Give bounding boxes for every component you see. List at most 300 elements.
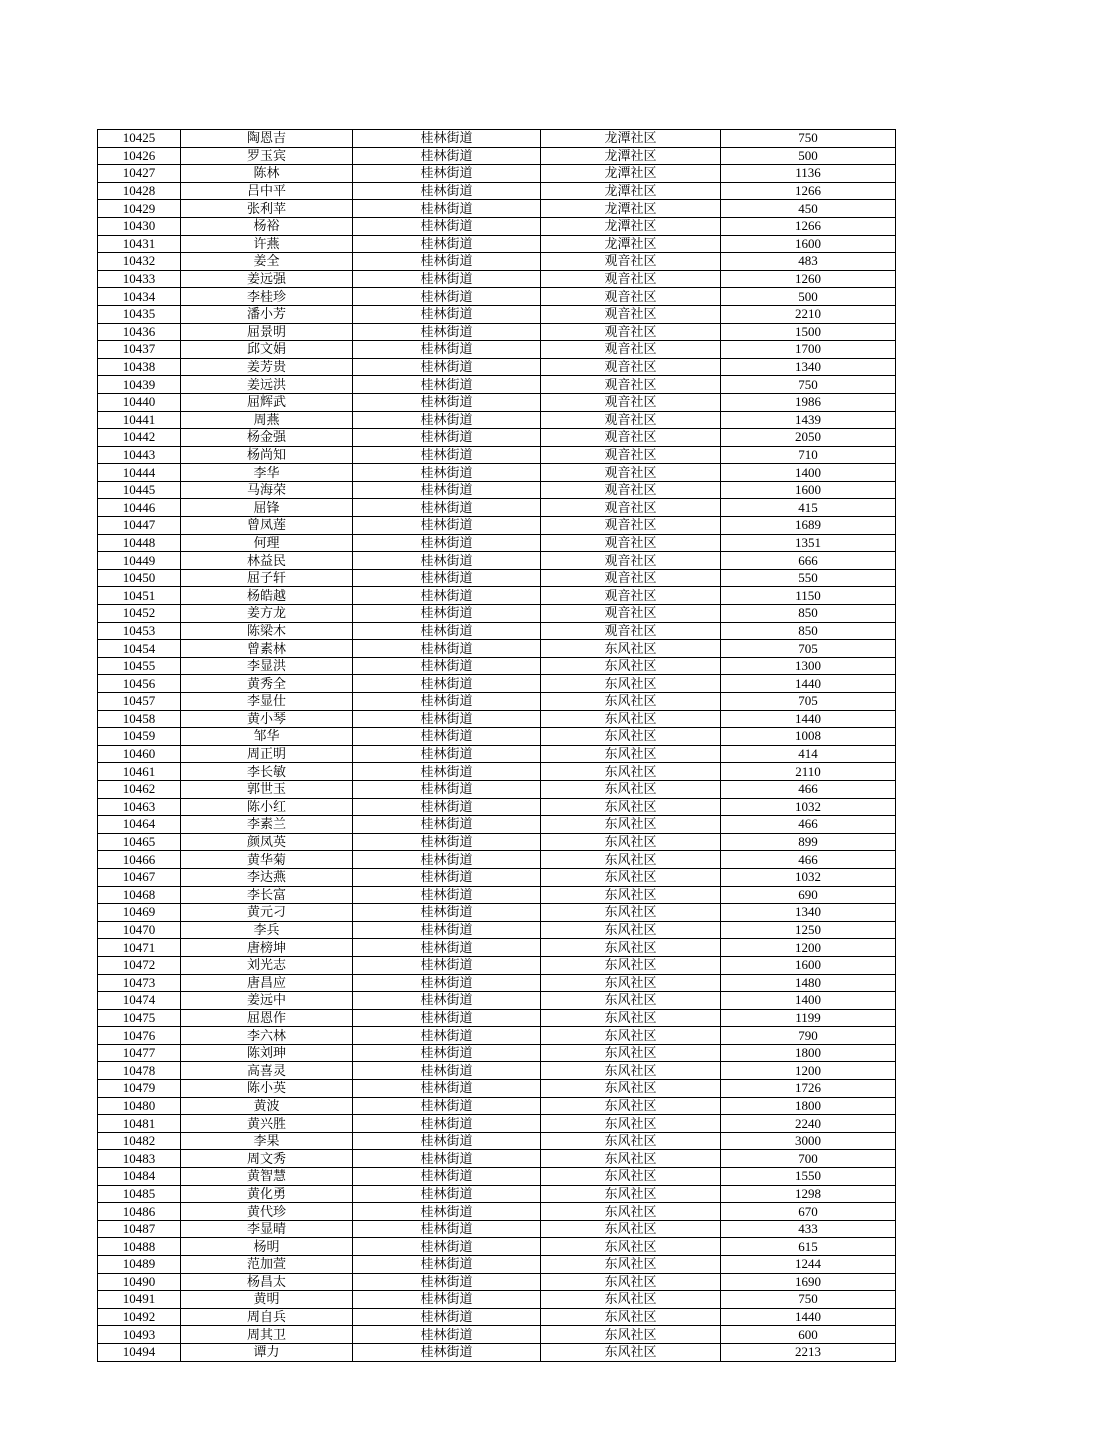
name-cell: 邹华 [181, 728, 353, 746]
id-cell: 10437 [98, 341, 181, 359]
id-cell: 10484 [98, 1168, 181, 1186]
id-cell: 10478 [98, 1062, 181, 1080]
id-cell: 10463 [98, 798, 181, 816]
table-row [98, 358, 896, 376]
table-row [98, 1256, 896, 1274]
amount-cell: 414 [721, 745, 896, 763]
amount-cell: 1690 [721, 1273, 896, 1291]
name-cell: 屈锋 [181, 499, 353, 517]
amount-cell: 615 [721, 1238, 896, 1256]
table-row [98, 165, 896, 183]
community-cell: 东风社区 [541, 1027, 721, 1045]
amount-cell: 705 [721, 640, 896, 658]
id-cell: 10433 [98, 270, 181, 288]
name-cell: 曾素林 [181, 640, 353, 658]
community-cell: 东风社区 [541, 921, 721, 939]
community-cell: 观音社区 [541, 253, 721, 271]
table-row [98, 147, 896, 165]
amount-cell: 1351 [721, 534, 896, 552]
community-cell: 观音社区 [541, 534, 721, 552]
community-cell: 东风社区 [541, 904, 721, 922]
table-row [98, 341, 896, 359]
id-cell: 10428 [98, 182, 181, 200]
street-cell: 桂林街道 [353, 358, 541, 376]
table-row [98, 217, 896, 235]
street-cell: 桂林街道 [353, 956, 541, 974]
name-cell: 范加萱 [181, 1256, 353, 1274]
name-cell: 杨裕 [181, 217, 353, 235]
street-cell: 桂林街道 [353, 728, 541, 746]
amount-cell: 466 [721, 816, 896, 834]
id-cell: 10470 [98, 921, 181, 939]
table-row [98, 1326, 896, 1344]
amount-cell: 750 [721, 376, 896, 394]
id-cell: 10439 [98, 376, 181, 394]
street-cell: 桂林街道 [353, 147, 541, 165]
amount-cell: 1136 [721, 165, 896, 183]
id-cell: 10430 [98, 217, 181, 235]
id-cell: 10444 [98, 464, 181, 482]
name-cell: 李显洪 [181, 657, 353, 675]
id-cell: 10490 [98, 1273, 181, 1291]
community-cell: 东风社区 [541, 1308, 721, 1326]
id-cell: 10480 [98, 1097, 181, 1115]
amount-cell: 750 [721, 1291, 896, 1309]
community-cell: 东风社区 [541, 693, 721, 711]
street-cell: 桂林街道 [353, 1115, 541, 1133]
name-cell: 李华 [181, 464, 353, 482]
data-table [97, 129, 896, 1362]
name-cell: 周正明 [181, 745, 353, 763]
street-cell: 桂林街道 [353, 270, 541, 288]
id-cell: 10438 [98, 358, 181, 376]
table-row [98, 657, 896, 675]
street-cell: 桂林街道 [353, 235, 541, 253]
community-cell: 观音社区 [541, 552, 721, 570]
name-cell: 颜凤英 [181, 833, 353, 851]
name-cell: 陈小英 [181, 1080, 353, 1098]
street-cell: 桂林街道 [353, 745, 541, 763]
name-cell: 周其卫 [181, 1326, 353, 1344]
community-cell: 东风社区 [541, 1132, 721, 1150]
table-row [98, 1168, 896, 1186]
street-cell: 桂林街道 [353, 1080, 541, 1098]
id-cell: 10460 [98, 745, 181, 763]
id-cell: 10469 [98, 904, 181, 922]
amount-cell: 2240 [721, 1115, 896, 1133]
amount-cell: 710 [721, 446, 896, 464]
table-row [98, 693, 896, 711]
street-cell: 桂林街道 [353, 376, 541, 394]
table-row [98, 640, 896, 658]
table-row [98, 780, 896, 798]
name-cell: 黄小琴 [181, 710, 353, 728]
community-cell: 东风社区 [541, 1062, 721, 1080]
name-cell: 周燕 [181, 411, 353, 429]
amount-cell: 1800 [721, 1097, 896, 1115]
table-row [98, 288, 896, 306]
name-cell: 李桂珍 [181, 288, 353, 306]
id-cell: 10494 [98, 1343, 181, 1361]
street-cell: 桂林街道 [353, 640, 541, 658]
amount-cell: 790 [721, 1027, 896, 1045]
community-cell: 东风社区 [541, 1168, 721, 1186]
name-cell: 杨金强 [181, 429, 353, 447]
table-row [98, 798, 896, 816]
name-cell: 唐昌应 [181, 974, 353, 992]
street-cell: 桂林街道 [353, 1326, 541, 1344]
amount-cell: 500 [721, 288, 896, 306]
amount-cell: 705 [721, 693, 896, 711]
street-cell: 桂林街道 [353, 798, 541, 816]
id-cell: 10449 [98, 552, 181, 570]
street-cell: 桂林街道 [353, 182, 541, 200]
table-row [98, 1132, 896, 1150]
id-cell: 10465 [98, 833, 181, 851]
community-cell: 东风社区 [541, 1044, 721, 1062]
street-cell: 桂林街道 [353, 974, 541, 992]
name-cell: 黄明 [181, 1291, 353, 1309]
id-cell: 10456 [98, 675, 181, 693]
street-cell: 桂林街道 [353, 1220, 541, 1238]
street-cell: 桂林街道 [353, 200, 541, 218]
table-row [98, 868, 896, 886]
table-row [98, 1097, 896, 1115]
name-cell: 姜远中 [181, 992, 353, 1010]
table-row [98, 956, 896, 974]
street-cell: 桂林街道 [353, 411, 541, 429]
name-cell: 杨尚知 [181, 446, 353, 464]
table-row [98, 851, 896, 869]
community-cell: 东风社区 [541, 763, 721, 781]
street-cell: 桂林街道 [353, 939, 541, 957]
community-cell: 龙潭社区 [541, 165, 721, 183]
id-cell: 10479 [98, 1080, 181, 1098]
name-cell: 黄秀全 [181, 675, 353, 693]
id-cell: 10426 [98, 147, 181, 165]
street-cell: 桂林街道 [353, 921, 541, 939]
community-cell: 东风社区 [541, 1185, 721, 1203]
id-cell: 10476 [98, 1027, 181, 1045]
street-cell: 桂林街道 [353, 165, 541, 183]
community-cell: 东风社区 [541, 1080, 721, 1098]
street-cell: 桂林街道 [353, 780, 541, 798]
community-cell: 东风社区 [541, 1009, 721, 1027]
amount-cell: 1800 [721, 1044, 896, 1062]
table-row [98, 464, 896, 482]
name-cell: 李显仕 [181, 693, 353, 711]
id-cell: 10464 [98, 816, 181, 834]
amount-cell: 600 [721, 1326, 896, 1344]
street-cell: 桂林街道 [353, 1062, 541, 1080]
street-cell: 桂林街道 [353, 1009, 541, 1027]
id-cell: 10459 [98, 728, 181, 746]
community-cell: 东风社区 [541, 728, 721, 746]
table-row [98, 376, 896, 394]
community-cell: 观音社区 [541, 499, 721, 517]
amount-cell: 2110 [721, 763, 896, 781]
street-cell: 桂林街道 [353, 763, 541, 781]
name-cell: 陈小红 [181, 798, 353, 816]
id-cell: 10461 [98, 763, 181, 781]
id-cell: 10477 [98, 1044, 181, 1062]
amount-cell: 690 [721, 886, 896, 904]
community-cell: 东风社区 [541, 868, 721, 886]
community-cell: 观音社区 [541, 587, 721, 605]
street-cell: 桂林街道 [353, 1256, 541, 1274]
name-cell: 李长富 [181, 886, 353, 904]
street-cell: 桂林街道 [353, 341, 541, 359]
table-row [98, 1115, 896, 1133]
amount-cell: 1600 [721, 235, 896, 253]
amount-cell: 1032 [721, 798, 896, 816]
street-cell: 桂林街道 [353, 288, 541, 306]
amount-cell: 1400 [721, 464, 896, 482]
community-cell: 东风社区 [541, 974, 721, 992]
table-row [98, 939, 896, 957]
table-row [98, 816, 896, 834]
amount-cell: 1244 [721, 1256, 896, 1274]
amount-cell: 700 [721, 1150, 896, 1168]
amount-cell: 1480 [721, 974, 896, 992]
street-cell: 桂林街道 [353, 1097, 541, 1115]
table-row [98, 534, 896, 552]
amount-cell: 1260 [721, 270, 896, 288]
amount-cell: 1266 [721, 217, 896, 235]
amount-cell: 1400 [721, 992, 896, 1010]
street-cell: 桂林街道 [353, 1273, 541, 1291]
amount-cell: 483 [721, 253, 896, 271]
id-cell: 10481 [98, 1115, 181, 1133]
amount-cell: 2213 [721, 1343, 896, 1361]
id-cell: 10425 [98, 130, 181, 148]
street-cell: 桂林街道 [353, 464, 541, 482]
name-cell: 周文秀 [181, 1150, 353, 1168]
id-cell: 10427 [98, 165, 181, 183]
table-row [98, 1220, 896, 1238]
street-cell: 桂林街道 [353, 693, 541, 711]
street-cell: 桂林街道 [353, 1238, 541, 1256]
name-cell: 郭世玉 [181, 780, 353, 798]
community-cell: 龙潭社区 [541, 217, 721, 235]
name-cell: 吕中平 [181, 182, 353, 200]
street-cell: 桂林街道 [353, 816, 541, 834]
amount-cell: 850 [721, 605, 896, 623]
name-cell: 李六林 [181, 1027, 353, 1045]
name-cell: 唐榜坤 [181, 939, 353, 957]
table-row [98, 904, 896, 922]
table-row [98, 411, 896, 429]
community-cell: 观音社区 [541, 341, 721, 359]
name-cell: 李显晴 [181, 1220, 353, 1238]
street-cell: 桂林街道 [353, 305, 541, 323]
id-cell: 10482 [98, 1132, 181, 1150]
community-cell: 东风社区 [541, 992, 721, 1010]
community-cell: 龙潭社区 [541, 130, 721, 148]
name-cell: 黄代珍 [181, 1203, 353, 1221]
name-cell: 邱文娟 [181, 341, 353, 359]
table-row [98, 1009, 896, 1027]
community-cell: 东风社区 [541, 745, 721, 763]
community-cell: 观音社区 [541, 429, 721, 447]
amount-cell: 1298 [721, 1185, 896, 1203]
street-cell: 桂林街道 [353, 569, 541, 587]
amount-cell: 2210 [721, 305, 896, 323]
amount-cell: 1200 [721, 1062, 896, 1080]
table-row [98, 833, 896, 851]
community-cell: 东风社区 [541, 640, 721, 658]
table-row [98, 481, 896, 499]
community-cell: 东风社区 [541, 780, 721, 798]
name-cell: 许燕 [181, 235, 353, 253]
community-cell: 观音社区 [541, 323, 721, 341]
name-cell: 罗玉宾 [181, 147, 353, 165]
community-cell: 龙潭社区 [541, 147, 721, 165]
street-cell: 桂林街道 [353, 517, 541, 535]
amount-cell: 1440 [721, 1308, 896, 1326]
id-cell: 10466 [98, 851, 181, 869]
street-cell: 桂林街道 [353, 851, 541, 869]
name-cell: 何理 [181, 534, 353, 552]
id-cell: 10435 [98, 305, 181, 323]
name-cell: 陈刘珅 [181, 1044, 353, 1062]
amount-cell: 1266 [721, 182, 896, 200]
table-body [98, 130, 896, 1362]
id-cell: 10491 [98, 1291, 181, 1309]
community-cell: 东风社区 [541, 1097, 721, 1115]
street-cell: 桂林街道 [353, 675, 541, 693]
community-cell: 东风社区 [541, 1256, 721, 1274]
name-cell: 潘小芳 [181, 305, 353, 323]
name-cell: 姜芳贵 [181, 358, 353, 376]
amount-cell: 1726 [721, 1080, 896, 1098]
community-cell: 东风社区 [541, 710, 721, 728]
community-cell: 龙潭社区 [541, 200, 721, 218]
name-cell: 黄兴胜 [181, 1115, 353, 1133]
amount-cell: 450 [721, 200, 896, 218]
amount-cell: 1340 [721, 904, 896, 922]
table-row [98, 886, 896, 904]
id-cell: 10489 [98, 1256, 181, 1274]
id-cell: 10445 [98, 481, 181, 499]
table-row [98, 200, 896, 218]
table-row [98, 270, 896, 288]
name-cell: 李长敏 [181, 763, 353, 781]
name-cell: 马海荣 [181, 481, 353, 499]
table-row [98, 130, 896, 148]
street-cell: 桂林街道 [353, 1185, 541, 1203]
amount-cell: 3000 [721, 1132, 896, 1150]
street-cell: 桂林街道 [353, 1291, 541, 1309]
name-cell: 黄元刁 [181, 904, 353, 922]
id-cell: 10436 [98, 323, 181, 341]
community-cell: 龙潭社区 [541, 235, 721, 253]
name-cell: 周自兵 [181, 1308, 353, 1326]
amount-cell: 1300 [721, 657, 896, 675]
table-row [98, 1044, 896, 1062]
street-cell: 桂林街道 [353, 130, 541, 148]
amount-cell: 1439 [721, 411, 896, 429]
id-cell: 10442 [98, 429, 181, 447]
table-row [98, 745, 896, 763]
street-cell: 桂林街道 [353, 1203, 541, 1221]
community-cell: 观音社区 [541, 622, 721, 640]
id-cell: 10472 [98, 956, 181, 974]
name-cell: 屈景明 [181, 323, 353, 341]
community-cell: 东风社区 [541, 1203, 721, 1221]
street-cell: 桂林街道 [353, 253, 541, 271]
id-cell: 10440 [98, 393, 181, 411]
street-cell: 桂林街道 [353, 429, 541, 447]
name-cell: 姜远洪 [181, 376, 353, 394]
name-cell: 高喜灵 [181, 1062, 353, 1080]
id-cell: 10441 [98, 411, 181, 429]
community-cell: 东风社区 [541, 1273, 721, 1291]
community-cell: 观音社区 [541, 517, 721, 535]
name-cell: 刘光志 [181, 956, 353, 974]
name-cell: 李素兰 [181, 816, 353, 834]
id-cell: 10446 [98, 499, 181, 517]
table-row [98, 921, 896, 939]
community-cell: 观音社区 [541, 305, 721, 323]
community-cell: 观音社区 [541, 481, 721, 499]
street-cell: 桂林街道 [353, 622, 541, 640]
amount-cell: 1340 [721, 358, 896, 376]
table-row [98, 305, 896, 323]
amount-cell: 1550 [721, 1168, 896, 1186]
id-cell: 10485 [98, 1185, 181, 1203]
id-cell: 10487 [98, 1220, 181, 1238]
name-cell: 林益民 [181, 552, 353, 570]
table-row [98, 1291, 896, 1309]
community-cell: 东风社区 [541, 1220, 721, 1238]
name-cell: 屈辉武 [181, 393, 353, 411]
id-cell: 10457 [98, 693, 181, 711]
community-cell: 东风社区 [541, 657, 721, 675]
community-cell: 东风社区 [541, 1238, 721, 1256]
table-row [98, 1203, 896, 1221]
table-row [98, 182, 896, 200]
name-cell: 谭力 [181, 1343, 353, 1361]
street-cell: 桂林街道 [353, 1132, 541, 1150]
community-cell: 东风社区 [541, 675, 721, 693]
name-cell: 陈林 [181, 165, 353, 183]
amount-cell: 1440 [721, 710, 896, 728]
street-cell: 桂林街道 [353, 552, 541, 570]
id-cell: 10467 [98, 868, 181, 886]
street-cell: 桂林街道 [353, 587, 541, 605]
community-cell: 观音社区 [541, 446, 721, 464]
amount-cell: 1200 [721, 939, 896, 957]
id-cell: 10448 [98, 534, 181, 552]
id-cell: 10454 [98, 640, 181, 658]
community-cell: 龙潭社区 [541, 182, 721, 200]
name-cell: 黄华菊 [181, 851, 353, 869]
community-cell: 观音社区 [541, 270, 721, 288]
name-cell: 黄波 [181, 1097, 353, 1115]
name-cell: 杨明 [181, 1238, 353, 1256]
amount-cell: 2050 [721, 429, 896, 447]
name-cell: 曾凤莲 [181, 517, 353, 535]
amount-cell: 1199 [721, 1009, 896, 1027]
name-cell: 屈子轩 [181, 569, 353, 587]
street-cell: 桂林街道 [353, 992, 541, 1010]
name-cell: 李兵 [181, 921, 353, 939]
table-row [98, 393, 896, 411]
table-row [98, 235, 896, 253]
id-cell: 10431 [98, 235, 181, 253]
amount-cell: 415 [721, 499, 896, 517]
